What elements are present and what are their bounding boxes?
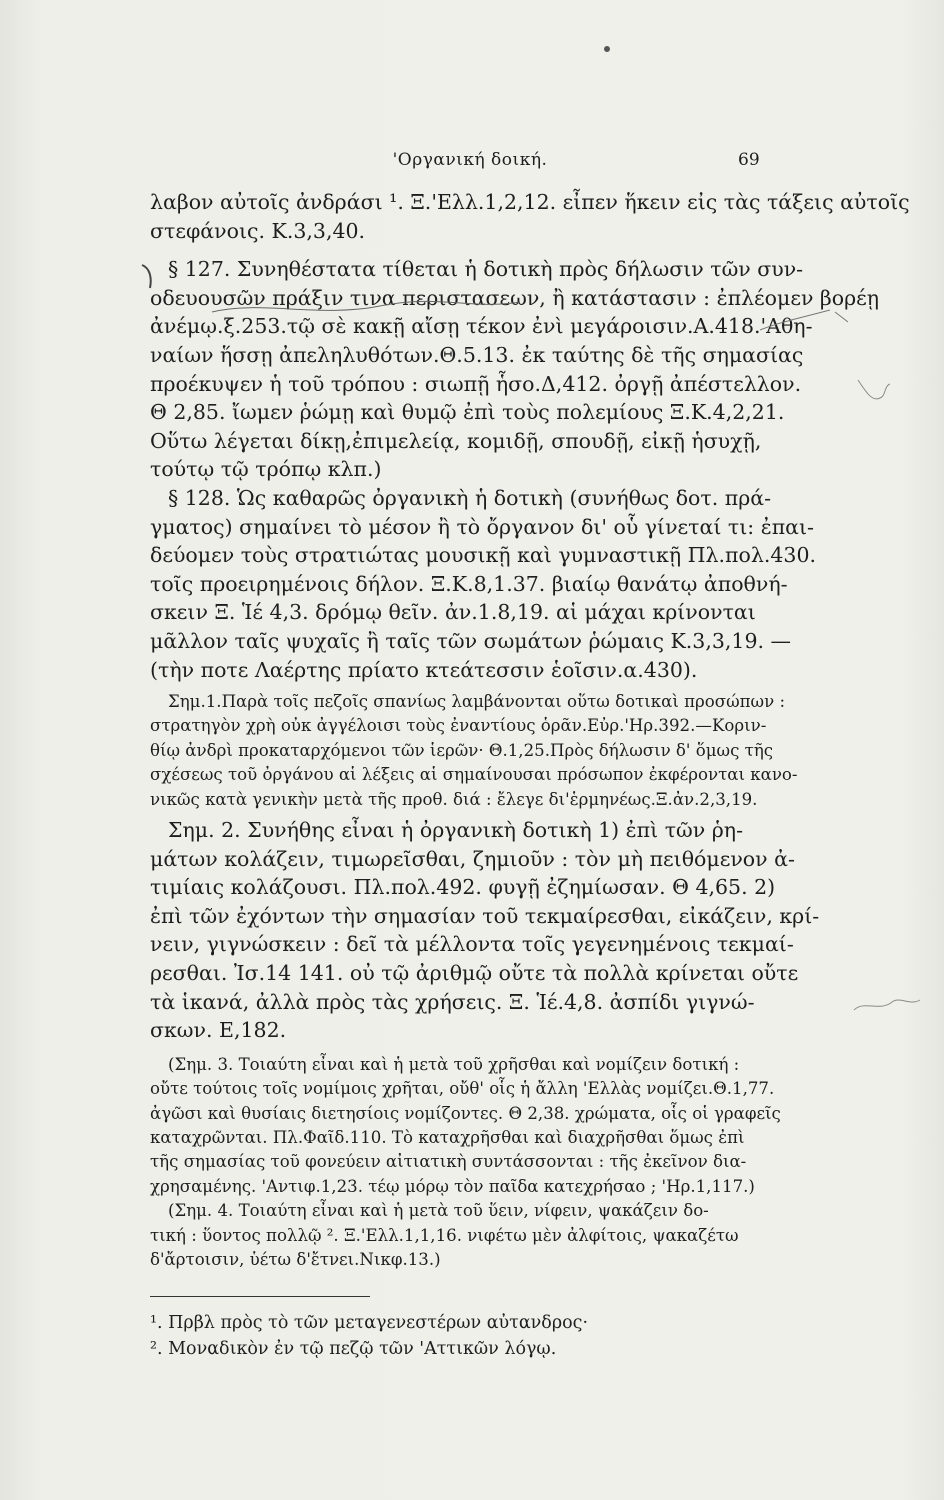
footnote-2: ². Μοναδικὸν ἐν τῷ πεζῷ τῶν 'Αττικῶν λόγῳ. xyxy=(150,1339,557,1359)
ink-spot xyxy=(604,46,610,52)
text-line: Θ 2,85. ἴωμεν ῥώμῃ καὶ θυμῷ ἐπὶ τοὺς πολεμίους Ξ.Κ.4,2,21. xyxy=(150,400,785,425)
text-line: οδευουσῶν πράξιν τινα περιστασεων, ἢ κατάστασιν : ἐπλέομεν βορέῃ xyxy=(150,285,880,310)
note-2-line: ἐπὶ τῶν ἐχόντων τὴν σημασίαν τοῦ τεκμαίρεσθαι, εἰκάζειν, κρί- xyxy=(150,903,820,928)
note-2-line: Σημ. 2. Συνήθης εἶναι ἡ ὀργανικὴ δοτικὴ 1) ἐπὶ τῶν ῥη- xyxy=(168,818,744,843)
text-line: τοῖς προειρημένοις δήλον. Ξ.Κ.8,1.37. βιαίῳ θανάτῳ ἀποθνή- xyxy=(150,571,788,596)
text-line: λαβον αὐτοῖς ἀνδράσι ¹. Ξ.'Ελλ.1,2,12. εἶπεν ἥκειν εἰς τὰς τάξεις αὐτοῖς xyxy=(150,190,910,214)
section-127-start: § 127. Συνηθέστατα τίθεται ἡ δοτικὴ πρὸς δήλωσιν τῶν συν- xyxy=(168,257,804,282)
note-3-line: χρησαμένης. 'Αντιφ.1,23. τέῳ μόρῳ τὸν παῖδα κατεχρήσαο ; 'Ηρ.1,117.) xyxy=(150,1176,755,1196)
note-1-line: στρατηγὸν χρὴ οὐκ ἀγγέλοισι τοὺς ἐναντίους ὁρᾶν.Εὐρ.'Ηρ.392.—Κοριν- xyxy=(150,716,767,736)
running-head: 'Οργανική δοική. xyxy=(392,150,548,170)
footnotes xyxy=(150,1310,800,1362)
footnote-divider xyxy=(150,1296,370,1297)
note-2-line: τὰ ἱκανά, ἀλλὰ πρὸς τὰς χρήσεις. Ξ. Ἱέ.4,8. ἀσπίδι γιγνώ- xyxy=(150,989,755,1014)
text-line: Οὕτω λέγεται δίκῃ,ἐπιμελείᾳ, κομιδῇ, σπουδῇ, εἰκῇ ἡσυχῇ, xyxy=(150,428,762,453)
text-line: μᾶλλον ταῖς ψυχαῖς ἢ ταῖς τῶν σωμάτων ῥώμαις Κ.3,3,19. — xyxy=(150,628,792,653)
note-3-line: τῆς σημασίας τοῦ φονεύειν αἰτιατικὴ συντάσσονται : τῆς ἐκεῖνον δια- xyxy=(150,1152,747,1172)
footnote-1: ¹. Πρβλ πρὸς τὸ τῶν μεταγενεστέρων αὐτανδρος· xyxy=(150,1313,589,1333)
text-line: ἀνέμῳ.ξ.253.τῷ σὲ κακῇ αἴσῃ τέκον ἐνὶ μεγάροισιν.Α.418.'Αθη- xyxy=(150,314,813,339)
note-1-line: Σημ.1.Παρὰ τοῖς πεζοῖς σπανίως λαμβάνονται οὕτω δοτικαὶ προσώπων : xyxy=(168,692,786,712)
section-128-start: § 128. Ὡς καθαρῶς ὀργανικὴ ἡ δοτικὴ (συνήθως δοτ. πρά- xyxy=(168,485,772,510)
note-3-line: καταχρῶνται. Πλ.Φαῖδ.110. Τὸ καταχρῆσθαι καὶ διαχρῆσθαι ὅμως ἐπὶ xyxy=(150,1127,745,1147)
note-2-line: σκων. Ε,182. xyxy=(150,1018,287,1043)
note-2-line: μάτων κολάζειν, τιμωρεῖσθαι, ζημιοῦν : τὸν μὴ πειθόμενον ἀ- xyxy=(150,846,795,871)
text-line: προέκυψεν ἡ τοῦ τρόπου : σιωπῇ ἧσο.Δ,412. ὀργῇ ἀπέστελλον. xyxy=(150,371,802,396)
text-line: στεφάνοις. Κ.3,3,40. xyxy=(150,218,366,243)
note-2-line: ρεσθαι. Ἰσ.14 141. οὐ τῷ ἀριθμῷ οὔτε τὰ πολλὰ κρίνεται οὔτε xyxy=(150,961,799,986)
text-line: γματος) σημαίνει τὸ μέσον ἢ τὸ ὄργανον δι' οὗ γίνεταί τι: ἐπαι- xyxy=(150,514,814,539)
note-4-line: (Σημ. 4. Τοιαύτη εἶναι καὶ ἡ μετὰ τοῦ ὕειν, νίφειν, ψακάζειν δο- xyxy=(168,1201,709,1221)
text-line: τούτῳ τῷ τρόπῳ κλπ.) xyxy=(150,457,382,482)
text-line: ναίων ἥσσῃ ἀπεληλυθότων.Θ.5.13. ἐκ ταύτης δὲ τῆς σημασίας xyxy=(150,342,804,367)
main-text xyxy=(150,188,910,1272)
text-line: (τὴν ποτε Λαέρτης πρίατο κτεάτεσσιν ἑοῖσιν.α.430). xyxy=(150,657,698,682)
note-3-line: οὔτε τούτοις τοῖς νομίμοις χρῆται, οὔθ' οἷς ἡ ἄλλη 'Ελλὰς νομίζει.Θ.1,77. xyxy=(150,1079,775,1099)
note-2-line: νειν, γιγνώσκειν : δεῖ τὰ μέλλοντα τοῖς γεγενημένοις τεκμαί- xyxy=(150,932,794,957)
note-3-line: (Σημ. 3. Τοιαύτη εἶναι καὶ ἡ μετὰ τοῦ χρῆσθαι καὶ νομίζειν δοτική : xyxy=(168,1054,740,1074)
note-1-line: σχέσεως τοῦ ὀργάνου αἱ λέξεις αἱ σημαίνουσαι πρόσωπον ἐκφέρονται κανο- xyxy=(150,765,798,785)
note-3-line: ἀγῶσι καὶ θυσίαις διετησίοις νομίζοντες. Θ 2,38. χρώματα, οἷς οἱ γραφεῖς xyxy=(150,1103,781,1123)
note-4-line: δ'ἄρτοισιν, ὑέτω δ'ἔτνει.Νικφ.13.) xyxy=(150,1249,441,1269)
note-1-line: νικῶς κατὰ γενικὴν μετὰ τῆς προθ. διά : ἔλεγε δι'ἑρμηνέως.Ξ.ἀν.2,3,19. xyxy=(150,789,758,809)
note-4-line: τική : ὕοντος πολλῷ ². Ξ.'Ελλ.1,1,16. νιφέτω μὲν ἀλφίτοις, ψακαζέτω xyxy=(150,1225,739,1245)
text-line: σκειν Ξ. Ἱέ 4,3. δρόμῳ θεῖν. ἀν.1.8,19. αἱ μάχαι κρίνονται xyxy=(150,600,756,625)
note-2-line: τιμίαις κολάζουσι. Πλ.πολ.492. φυγῇ ἐζημίωσαν. Θ 4,65. 2) xyxy=(150,875,776,900)
text-line: δεύομεν τοὺς στρατιώτας μουσικῇ καὶ γυμναστικῇ Πλ.πολ.430. xyxy=(150,543,816,568)
page-number: 69 xyxy=(738,150,760,170)
note-1-line: θίῳ ἀνδρὶ προκαταρχόμενοι τῶν ἱερῶν· Θ.1,25.Πρὸς δήλωσιν δ' ὅμως τῆς xyxy=(150,740,774,760)
